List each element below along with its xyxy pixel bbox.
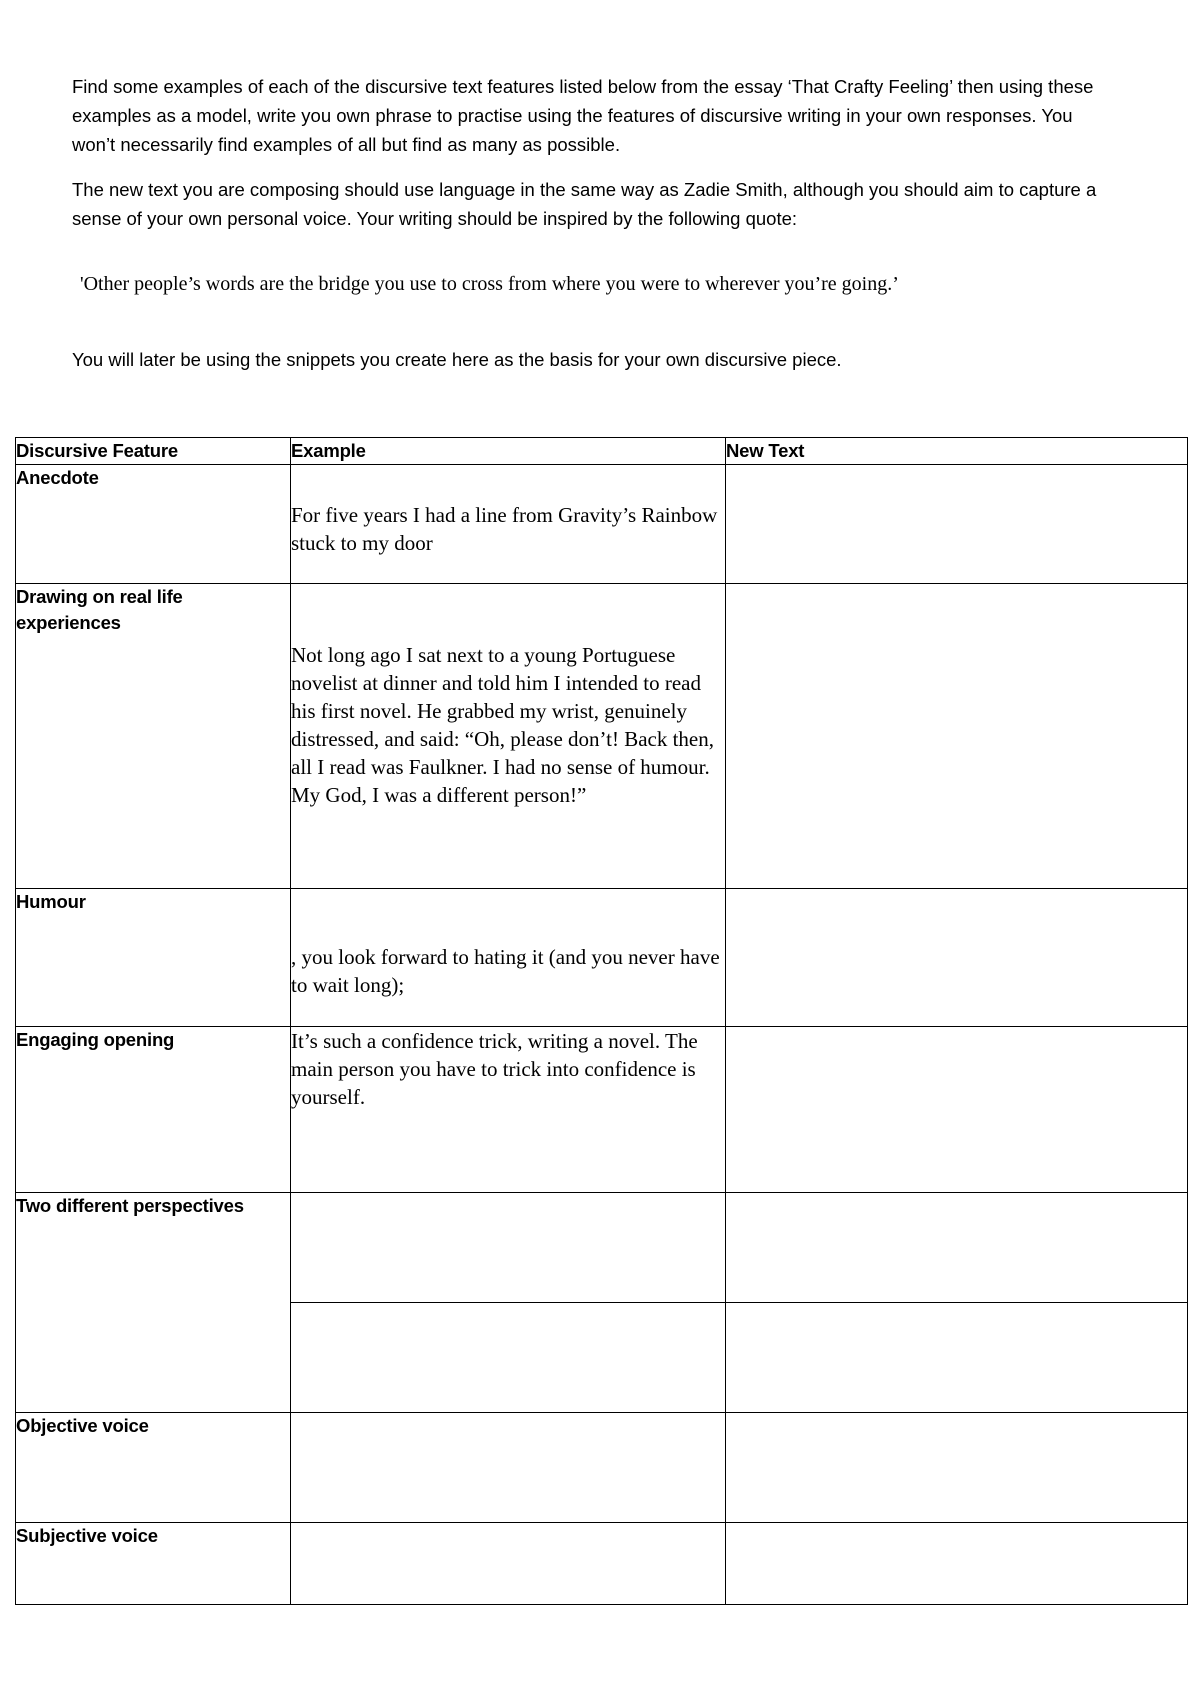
instructions-paragraph-3: You will later be using the snippets you create here as the basis for your own discursive piece. [72,349,842,370]
feature-objective-voice: Objective voice [16,1413,291,1523]
header-example: Example [291,438,726,465]
header-new-text: New Text [726,438,1188,465]
header-discursive-feature: Discursive Feature [16,438,291,465]
new-text-humour[interactable] [726,889,1188,1027]
new-text-real-life-experiences[interactable] [726,584,1188,889]
example-perspective-one[interactable] [291,1193,726,1303]
new-text-objective-voice[interactable] [726,1413,1188,1523]
table-header-row [16,438,1188,465]
new-text-subjective-voice[interactable] [726,1523,1188,1605]
feature-engaging-opening: Engaging opening [16,1027,291,1193]
feature-two-perspectives: Two different perspectives [16,1193,291,1413]
example-anecdote[interactable]: For five years I had a line from Gravity’s Rainbow stuck to my door [291,465,726,584]
example-subjective-voice[interactable] [291,1523,726,1605]
table-row [16,1193,1188,1303]
instructions [72,72,1112,249]
discursive-features-table [15,437,1188,1605]
table-row [16,1413,1188,1523]
table-row [16,889,1188,1027]
table-row [16,584,1188,889]
example-perspective-two[interactable] [291,1303,726,1413]
example-humour[interactable]: , you look forward to hating it (and you never have to wait long); [291,889,726,1027]
feature-real-life-experiences: Drawing on real life experiences [16,584,291,889]
new-text-anecdote[interactable] [726,465,1188,584]
feature-anecdote: Anecdote [16,465,291,584]
instructions-paragraph-2: The new text you are composing should use language in the same way as Zadie Smith, although you should aim to capture a sense of your own personal voice. Your writing should be inspired by the following quote: [72,179,1097,229]
example-real-life-experiences[interactable]: Not long ago I sat next to a young Portuguese novelist at dinner and told him I intended to read his first novel. He grabbed my wrist, genuinely distressed, and said: “Oh, please don’t! Back then, all I read was Faulkner. I had no sense of humour. My God, I was a different person!” [291,584,726,889]
example-objective-voice[interactable] [291,1413,726,1523]
table-row [16,465,1188,584]
new-text-engaging-opening[interactable] [726,1027,1188,1193]
table-row [16,1027,1188,1193]
feature-humour: Humour [16,889,291,1027]
inspiration-quote: 'Other people’s words are the bridge you use to cross from where you were to wherever you’re going.’ [80,273,899,295]
table-row [16,1523,1188,1605]
example-engaging-opening[interactable]: It’s such a confidence trick, writing a novel. The main person you have to trick into confidence is yourself. [291,1027,726,1193]
instructions-paragraph-1: Find some examples of each of the discursive text features listed below from the essay ‘That Crafty Feeling’ then using these examples as a model, write you own phrase to practise using the features of discursive writing in your own responses. You won’t necessarily find examples of all but find as many as possible. [72,76,1094,155]
new-text-perspective-one[interactable] [726,1193,1188,1303]
new-text-perspective-two[interactable] [726,1303,1188,1413]
feature-subjective-voice: Subjective voice [16,1523,291,1605]
